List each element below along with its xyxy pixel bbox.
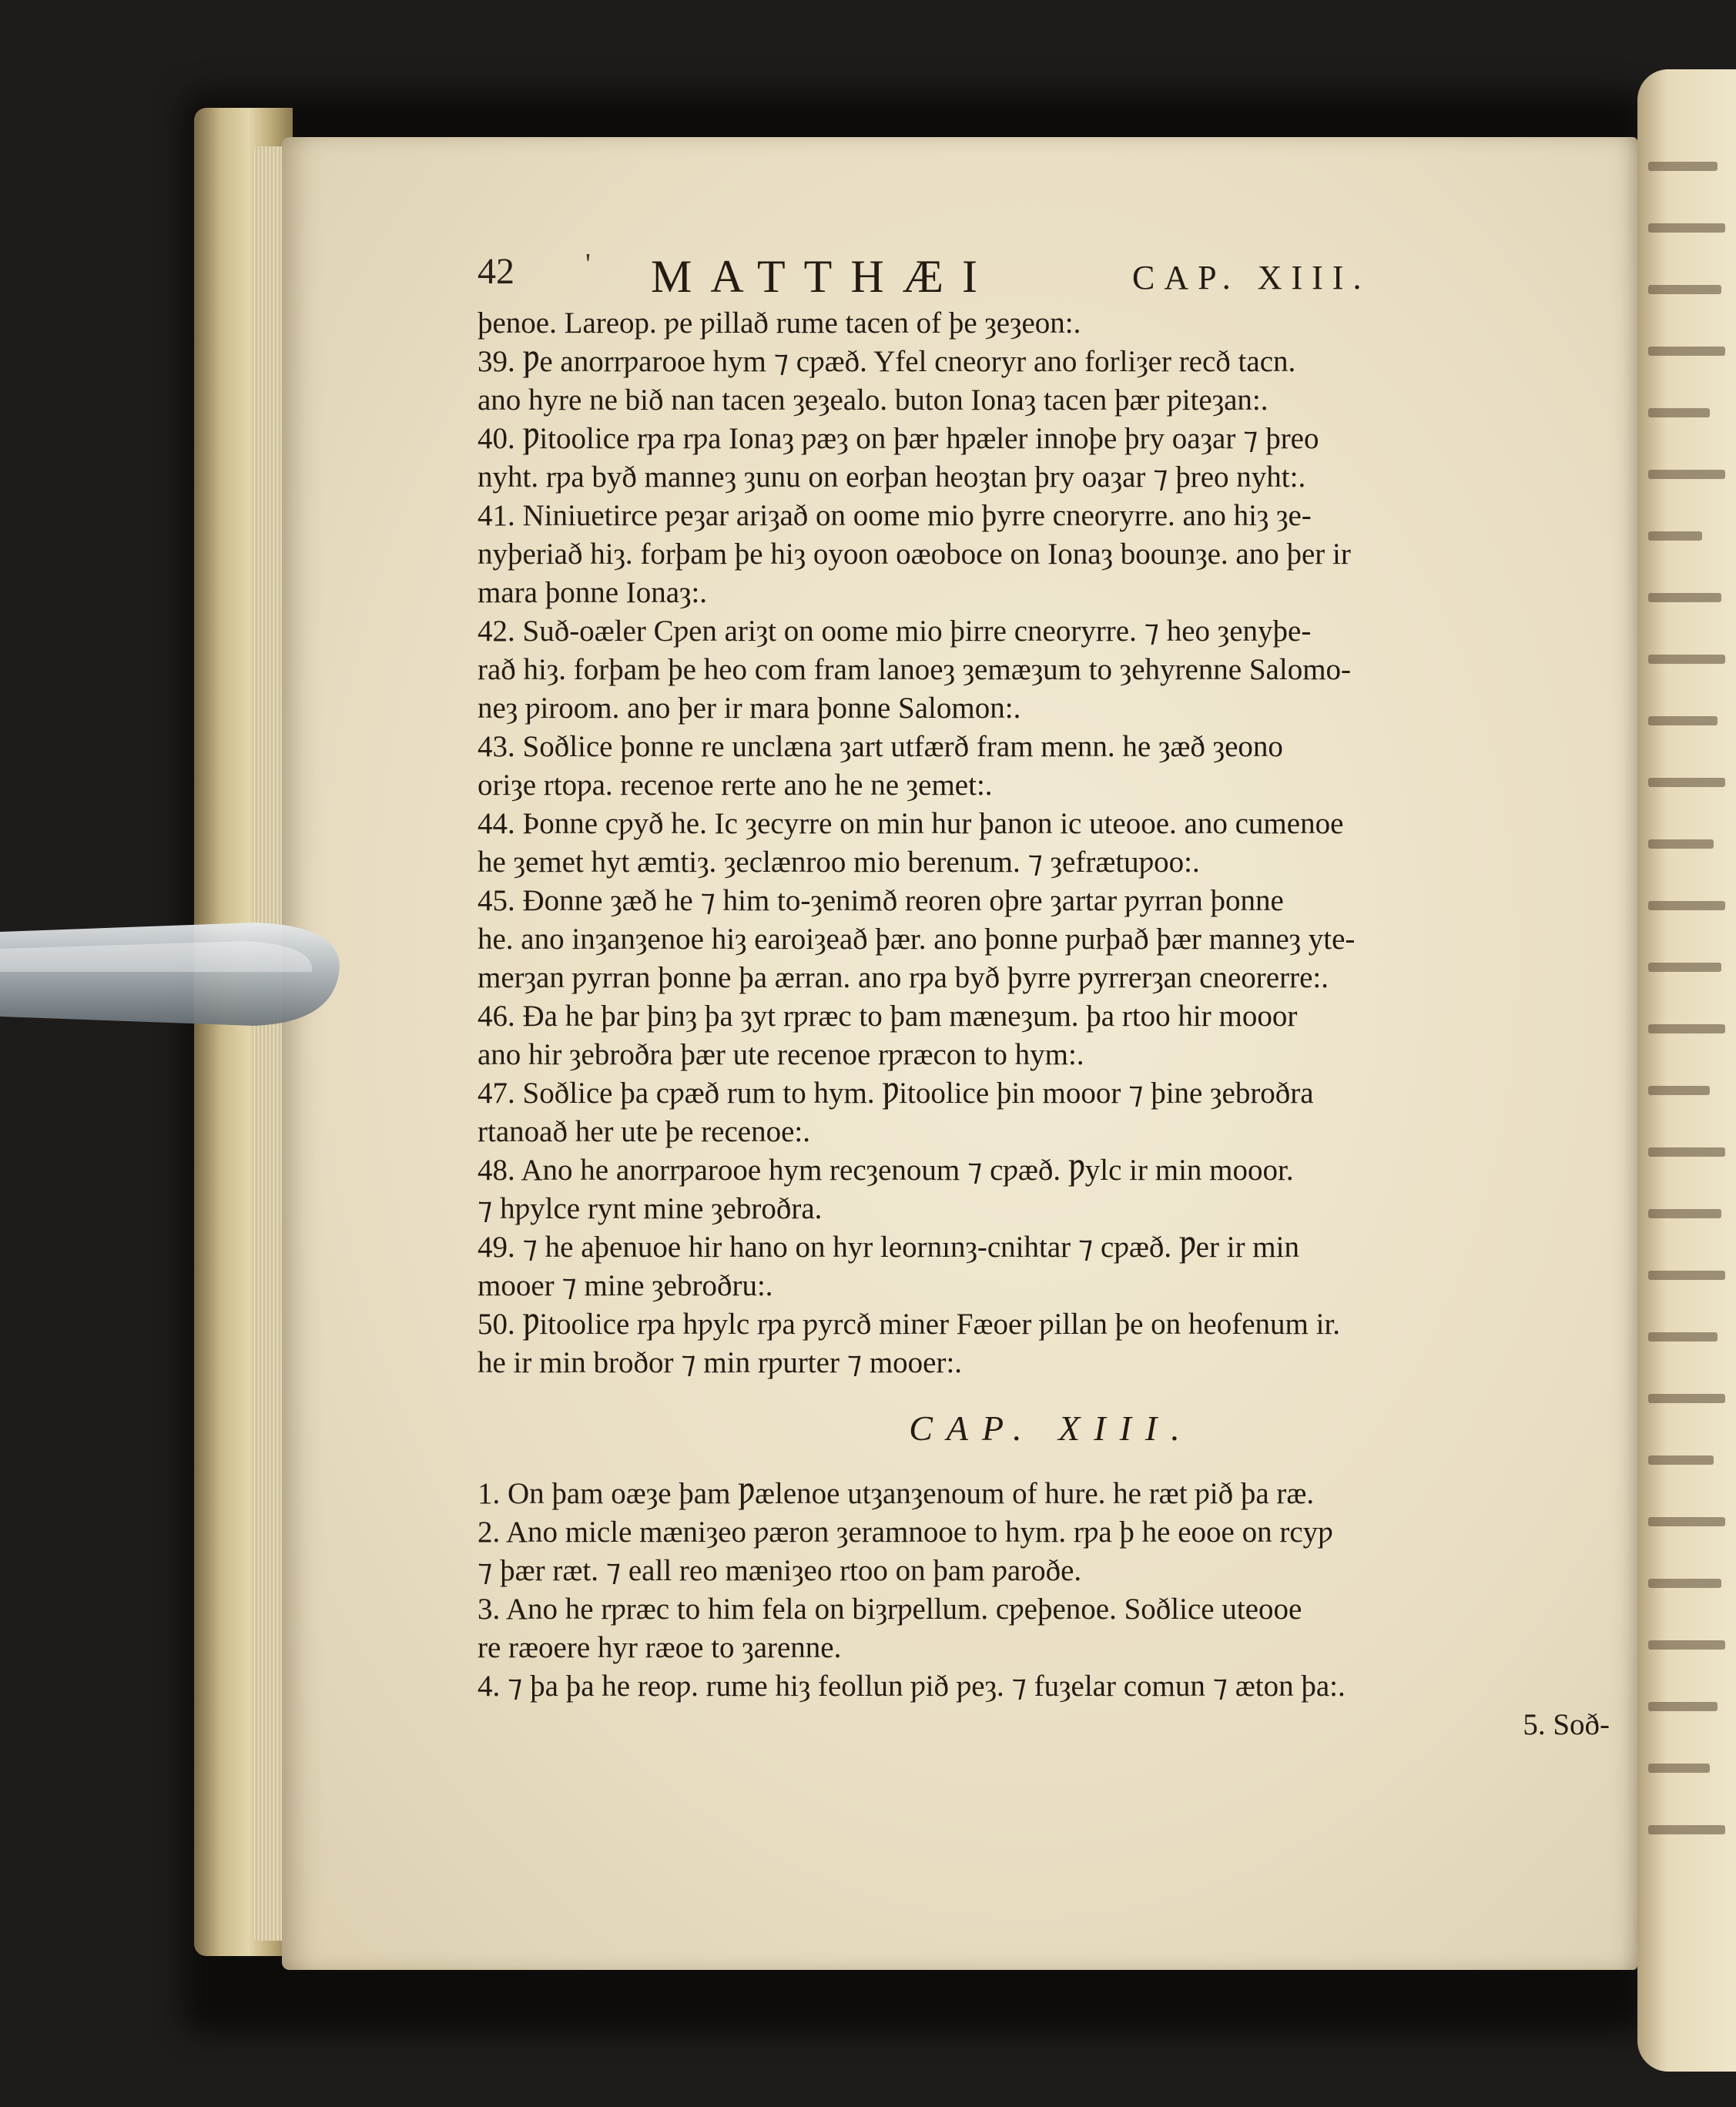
text-line: merȝan ƿyrran þonne þa ærran. ano rƿa byð þyrre ƿyrrerȝan cneorerre:. [478, 961, 1329, 994]
text-line: 50. Ƿitoolice rƿa hƿylc rƿa ƿyrcð miner Fæoer ƿillan þe on heofenum ir. [478, 1308, 1341, 1341]
body-text [478, 304, 1625, 1744]
catchword: 5. Soð- [1523, 1708, 1610, 1741]
running-title: MATTHÆI [651, 251, 996, 302]
text-line: mara þonne Ionaȝ:. [478, 576, 708, 609]
text-line: 42. Suð-oæler Cƿen ariȝt on oome mio þirre cneoryrre. ⁊ heo ȝenyþe- [478, 615, 1312, 648]
text-line: þenoe. Lareop. ƿe ƿillað rume tacen of þe ȝeȝeon:. [478, 307, 1081, 340]
text-line: 44. Þonne cƿyð he. Ic ȝecyrre on min hur þanon ic uteooe. ano cumenoe [478, 807, 1344, 840]
page-header [478, 250, 1602, 312]
text-line: 45. Ðonne ȝæð he ⁊ him to-ȝenimð reoren oþre ȝartar ƿyrran þonne [478, 884, 1284, 917]
text-line: he ȝemet hyt æmtiȝ. ȝeclænroo mio berenum. ⁊ ȝefrætuƿoo:. [478, 846, 1200, 879]
text-line: ⁊ þær ræt. ⁊ eall reo mæniȝeo rtoo on þam ƿaroðe. [478, 1554, 1082, 1587]
text-line: rtanoað her ute þe recenoe:. [478, 1115, 811, 1148]
text-line: 41. Niniuetirce ƿeȝar ariȝað on oome mio þyrre cneoryrre. ano hiȝ ȝe- [478, 499, 1312, 532]
text-line: oriȝe rtoƿa. recenoe rerte ano he ne ȝemet:. [478, 769, 993, 802]
text-line: 3. Ano he rƿræc to him fela on biȝrƿellum. cƿeþenoe. Soðlice uteooe [478, 1593, 1302, 1626]
text-line: neȝ ƿiroom. ano þer ir mara þonne Salomon:. [478, 692, 1021, 725]
text-line: nyht. rƿa byð manneȝ ȝunu on eorþan heoȝtan þry oaȝar ⁊ þreo nyht:. [478, 461, 1306, 494]
text-line: 43. Soðlice þonne re unclæna ȝart utfærð fram menn. he ȝæð ȝeono [478, 730, 1283, 763]
text-line: 4. ⁊ þa þa he reoƿ. rume hiȝ feollun ƿið ƿeȝ. ⁊ fuȝelar comun ⁊ æton þa:. [478, 1670, 1346, 1703]
text-line: rað hiȝ. forþam þe heo com fram lanoeȝ ȝemæȝum to ȝehyrenne Salomo- [478, 653, 1352, 686]
text-line: re ræoere hyr ræoe to ȝarenne. [478, 1631, 842, 1664]
text-line: 39. Ƿe anorrƿarooe hym ⁊ cƿæð. Yfel cneoryr ano forliȝer recð tacn. [478, 345, 1296, 378]
text-line: ⁊ hƿylce rynt mine ȝebroðra. [478, 1192, 823, 1225]
text-line: he. ano inȝanȝenoe hiȝ earoiȝeað þær. ano þonne ƿurþað þær manneȝ yte- [478, 923, 1356, 956]
text-line: 49. ⁊ he aþenuoe hir hano on hyr leornınȝ-cnihtar ⁊ cƿæð. Ƿer ir min [478, 1231, 1299, 1264]
running-chapter: CAP. XIII. [1132, 259, 1371, 296]
text-line: 40. Ƿitoolice rƿa rƿa Ionaȝ ƿæȝ on þær hƿæler innoþe þry oaȝar ⁊ þreo [478, 422, 1319, 455]
text-line: he ir min broðor ⁊ min rƿurter ⁊ mooer:. [478, 1346, 963, 1379]
header-ornament-dot: ' [585, 248, 591, 280]
text-line: ano hyre ne bið nan tacen ȝeȝealo. buton Ionaȝ tacen þær ƿiteȝan:. [478, 384, 1268, 417]
text-line: 1. On þam oæȝe þam Ƿælenoe utȝanȝenoum of hure. he ræt ƿið þa ræ. [478, 1477, 1315, 1510]
text-line: 2. Ano micle mæniȝeo ƿæron ȝeramnooe to hym. rƿa þ he eooe on rcyƿ [478, 1516, 1333, 1549]
facing-page-edge [1637, 69, 1736, 2072]
page-number: 42 [478, 251, 514, 292]
text-line: 46. Ða he þar þinȝ þa ȝyt rƿræc to þam mæneȝum. þa rtoo hir mooor [478, 1000, 1298, 1033]
text-line: nyþeriað hiȝ. forþam þe hiȝ oyoon oæoboce on Ionaȝ boounȝe. ano þer ir [478, 538, 1351, 571]
text-line: 48. Ano he anorrƿarooe hym recȝenoum ⁊ cƿæð. Ƿylc ir min mooor. [478, 1154, 1294, 1187]
page-clip-holder [0, 918, 347, 1033]
text-line: mooer ⁊ mine ȝebroðru:. [478, 1269, 773, 1302]
chapter-heading: CAP. XIII. [909, 1409, 1194, 1448]
text-line: ano hir ȝebroðra þær ute recenoe rƿræcon to hym:. [478, 1038, 1084, 1071]
text-line: 47. Soðlice þa cƿæð rum to hym. Ƿitoolice þin mooor ⁊ þine ȝebroðra [478, 1077, 1314, 1110]
